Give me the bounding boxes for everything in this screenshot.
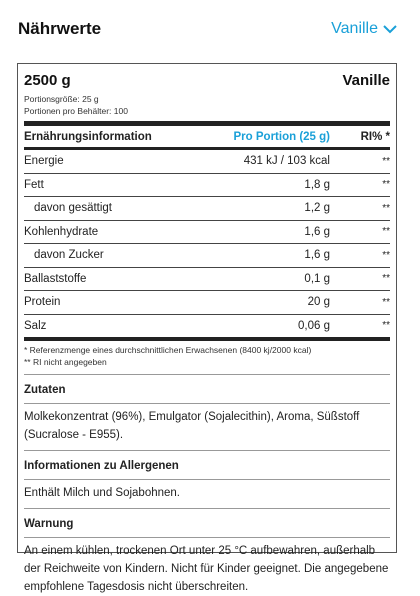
table-row [24, 197, 390, 221]
warning-heading: Warnung [24, 518, 74, 530]
nutrition-panel [17, 63, 397, 593]
ingredients-heading: Zutaten [24, 384, 66, 396]
product-flavor: Vanille [342, 72, 390, 89]
nutrient-name: Protein [24, 291, 195, 315]
ingredients-text: Molkekonzentrat (96%), Emulgator (Sojalecithin), Aroma, Süßstoff (Sucralose - E955). [24, 411, 360, 441]
nutrient-name: Kohlenhydrate [24, 220, 195, 244]
nutrient-name: Energie [24, 149, 195, 174]
warning-text: An einem kühlen, trockenen Ort unter 25 °C aufbewahren, außerhalb der Reichweite von Kindern. Nicht für Kinder geeignet. Die angegebene empfohlene Tagesdosis nicht überschreiten. [24, 545, 389, 593]
nutrient-value: 0,1 g [195, 267, 348, 291]
section-divider [24, 450, 390, 451]
footnote-reference: * Referenzmenge eines durchschnittlichen Erwachsenen (8400 kj/2000 kcal) [24, 345, 312, 355]
nutrient-name: davon Zucker [24, 244, 195, 268]
nutrient-value: 1,6 g [195, 220, 348, 244]
section-divider [24, 508, 390, 509]
footnote-ri: ** RI nicht angegeben [24, 357, 107, 367]
nutrient-value: 1,6 g [195, 244, 348, 268]
table-row [24, 220, 390, 244]
allergens-text: Enthält Milch und Sojabohnen. [24, 487, 180, 499]
nutrient-ri: ** [348, 291, 390, 315]
nutrient-ri: ** [348, 314, 390, 339]
table-header-row [24, 124, 390, 149]
nutrition-table [24, 121, 390, 341]
nutrient-value: 431 kJ / 103 kcal [195, 149, 348, 174]
nutrient-value: 1,2 g [195, 197, 348, 221]
section-divider [24, 374, 390, 375]
table-row [24, 244, 390, 268]
nutrient-value: 20 g [195, 291, 348, 315]
nutrient-value: 0,06 g [195, 314, 348, 339]
nutrient-name: Salz [24, 314, 195, 339]
nutrient-ri: ** [348, 244, 390, 268]
table-row [24, 314, 390, 339]
nutrient-name: Ballaststoffe [24, 267, 195, 291]
nutrient-ri: ** [348, 197, 390, 221]
nutrient-ri: ** [348, 149, 390, 174]
section-divider [24, 537, 390, 538]
table-row [24, 149, 390, 174]
chevron-down-icon [382, 21, 398, 37]
section-divider [24, 479, 390, 480]
nutrition-header [18, 16, 398, 42]
nutrient-ri: ** [348, 267, 390, 291]
table-row [24, 267, 390, 291]
table-row [24, 173, 390, 197]
nutrient-name: Fett [24, 173, 195, 197]
column-header-nutrient: Ernährungsinformation [24, 130, 152, 143]
allergens-heading: Informationen zu Allergenen [24, 460, 179, 472]
nutrient-name: davon gesättigt [24, 197, 195, 221]
nutrient-ri: ** [348, 173, 390, 197]
serving-size: Portionsgröße: 25 g [24, 94, 99, 104]
product-summary [24, 72, 390, 89]
product-amount: 2500 g [24, 72, 71, 89]
flavor-dropdown[interactable] [331, 20, 398, 38]
servings-per-container: Portionen pro Behälter: 100 [24, 106, 128, 116]
nutrient-value: 1,8 g [195, 173, 348, 197]
column-header-per-serving: Pro Portion (25 g) [233, 130, 330, 143]
flavor-dropdown-label: Vanille [331, 20, 378, 37]
page-title: Nährwerte [18, 19, 102, 38]
table-row [24, 291, 390, 315]
section-divider [24, 403, 390, 404]
column-header-ri: RI% * [360, 130, 390, 143]
nutrient-ri: ** [348, 220, 390, 244]
